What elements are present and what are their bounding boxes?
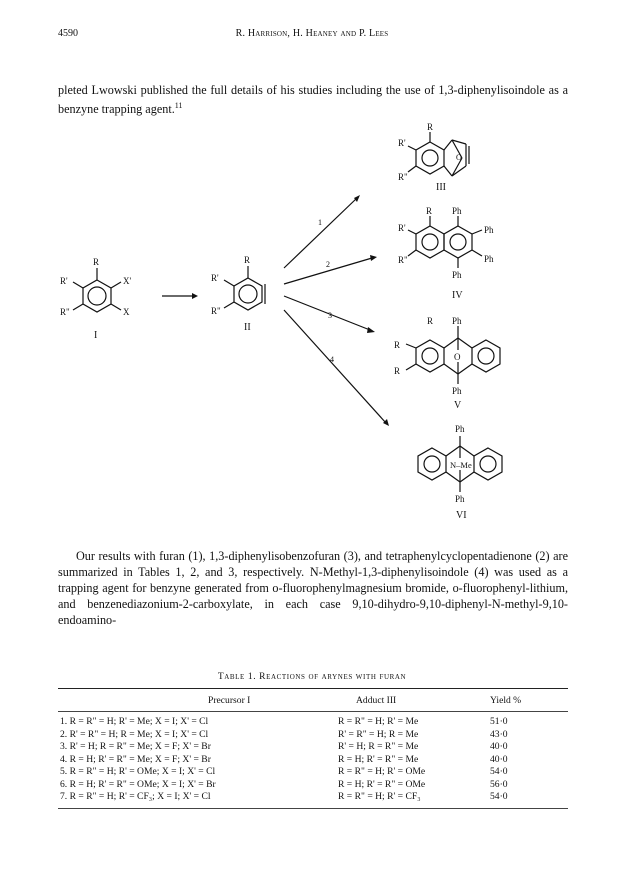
cell-precursor: 7. R = R" = H; R' = CF₃; X = I; X' = Cl — [60, 791, 211, 802]
page-number: 4590 — [58, 28, 78, 39]
arrow-3-label: 3 — [328, 311, 332, 320]
cell-precursor: 5. R = R" = H; R' = OMe; X = I; X' = Cl — [60, 766, 216, 777]
compound-III-structure — [398, 122, 469, 182]
table-row — [58, 766, 568, 779]
svg-text:R: R — [427, 316, 434, 326]
svg-text:R": R" — [398, 172, 408, 182]
cell-yield: 51·0 — [490, 716, 508, 727]
compound-V-structure — [394, 316, 500, 396]
svg-text:R: R — [394, 340, 401, 350]
label-X1: X' — [123, 276, 132, 286]
svg-text:Ph: Ph — [455, 494, 465, 504]
svg-text:R: R — [427, 122, 434, 132]
svg-text:R': R' — [398, 138, 406, 148]
table-row — [58, 754, 568, 767]
col-header-yield: Yield % — [490, 695, 522, 706]
intro-paragraph — [58, 82, 568, 117]
compound-I-label: I — [94, 330, 98, 341]
svg-text:R: R — [394, 366, 401, 376]
compound-VI-label: VI — [456, 510, 467, 521]
svg-text:R: R — [426, 206, 433, 216]
table-row — [58, 791, 568, 804]
cell-precursor: 3. R' = H; R = R" = Me; X = F; X' = Br — [60, 741, 211, 752]
cell-yield: 40·0 — [490, 753, 508, 765]
cell-adduct: R = R" = H; R' = Me — [338, 716, 419, 727]
intro-text: pleted Lwowski published the full details of his studies including the use of 1,3-diphenylisoindole as a benzyne trapping agent. — [58, 83, 568, 117]
cell-precursor: 2. R' = R" = H; R = Me; X = I; X' = Cl — [60, 728, 209, 740]
compound-IV-structure — [398, 206, 494, 280]
label-R: R — [93, 257, 100, 267]
svg-text:O: O — [456, 153, 462, 162]
svg-text:R': R' — [211, 273, 219, 283]
compound-IV-label: IV — [452, 290, 463, 301]
svg-text:Ph: Ph — [452, 270, 462, 280]
col-header-precursor: Precursor I — [208, 695, 251, 706]
arrow-1 — [284, 198, 357, 268]
svg-text:R": R" — [398, 255, 408, 265]
results-table — [58, 688, 568, 809]
cell-adduct: R = H; R' = R" = OMe — [338, 778, 426, 790]
cell-adduct: R' = R" = H; R = Me — [338, 728, 419, 740]
arrow-4-label: 4 — [330, 355, 334, 364]
compound-II-label: II — [244, 322, 251, 333]
col-header-adduct: Adduct III — [356, 695, 397, 706]
reaction-scheme — [0, 118, 624, 548]
table-header-row — [58, 689, 568, 711]
cell-yield: 43·0 — [490, 728, 508, 740]
svg-text:Ph: Ph — [484, 225, 494, 235]
table-row — [58, 741, 568, 754]
compound-I-structure — [60, 257, 131, 317]
cell-yield: 54·0 — [490, 766, 508, 777]
cell-yield: 56·0 — [490, 778, 508, 790]
arrow-1-label: 1 — [318, 218, 322, 227]
label-R1: R' — [60, 276, 68, 286]
svg-text:N–Me: N–Me — [450, 460, 472, 470]
svg-text:R: R — [244, 255, 251, 265]
arrow-2-label: 2 — [326, 260, 330, 269]
cell-yield: 54·0 — [490, 791, 508, 802]
results-paragraph: Our results with furan (1), 1,3-diphenylisobenzofuran (3), and tetraphenylcyclopentadienone (2) are summarized in Tables 1, 2, and 3, respectively. N-Methyl-1,3-diphenylisoindole (4) was used as a trapping agent for benzyne generated from o-fluorophenylmagnesium bromide, o-fluorophenyl-lithium, and benzenediazonium-2-carboxylate, in each case 9,10-dihydro-9,10-diphenyl-N-methyl-9,10-endoamino- — [58, 549, 568, 627]
table-row — [58, 716, 568, 729]
cell-precursor: 4. R = H; R' = R" = Me; X = F; X' = Br — [60, 753, 211, 765]
compound-VI-structure — [418, 424, 502, 504]
cell-yield: 40·0 — [490, 741, 508, 752]
label-X: X — [123, 307, 130, 317]
cell-precursor: 1. R = R" = H; R' = Me; X = I; X' = Cl — [60, 716, 209, 727]
table-row — [58, 729, 568, 742]
table-title: Table 1. Reactions of arynes with furan — [217, 672, 407, 682]
table-row — [58, 779, 568, 792]
svg-text:R": R" — [211, 306, 221, 316]
svg-text:O: O — [454, 352, 461, 362]
compound-II-structure — [211, 255, 265, 316]
cell-adduct: R = R" = H; R' = OMe — [338, 766, 426, 777]
citation-ref: 11 — [174, 101, 183, 110]
svg-text:R': R' — [398, 223, 406, 233]
compound-III-label: III — [436, 182, 446, 193]
running-authors: R. Harrison, H. Heaney and P. Lees — [235, 28, 389, 39]
cell-adduct: R = R" = H; R' = CF₃ — [338, 791, 421, 802]
svg-text:Ph: Ph — [452, 386, 462, 396]
label-R2: R" — [60, 307, 70, 317]
cell-adduct: R' = H; R = R" = Me — [338, 741, 419, 752]
cell-adduct: R = H; R' = R" = Me — [338, 753, 419, 765]
cell-precursor: 6. R = H; R' = R" = OMe; X = I; X' = Br — [60, 778, 216, 790]
svg-text:Ph: Ph — [484, 254, 494, 264]
arrow-4 — [284, 310, 386, 423]
svg-text:Ph: Ph — [452, 206, 462, 216]
svg-text:Ph: Ph — [452, 316, 462, 326]
compound-V-label: V — [454, 400, 462, 411]
svg-text:Ph: Ph — [455, 424, 465, 434]
